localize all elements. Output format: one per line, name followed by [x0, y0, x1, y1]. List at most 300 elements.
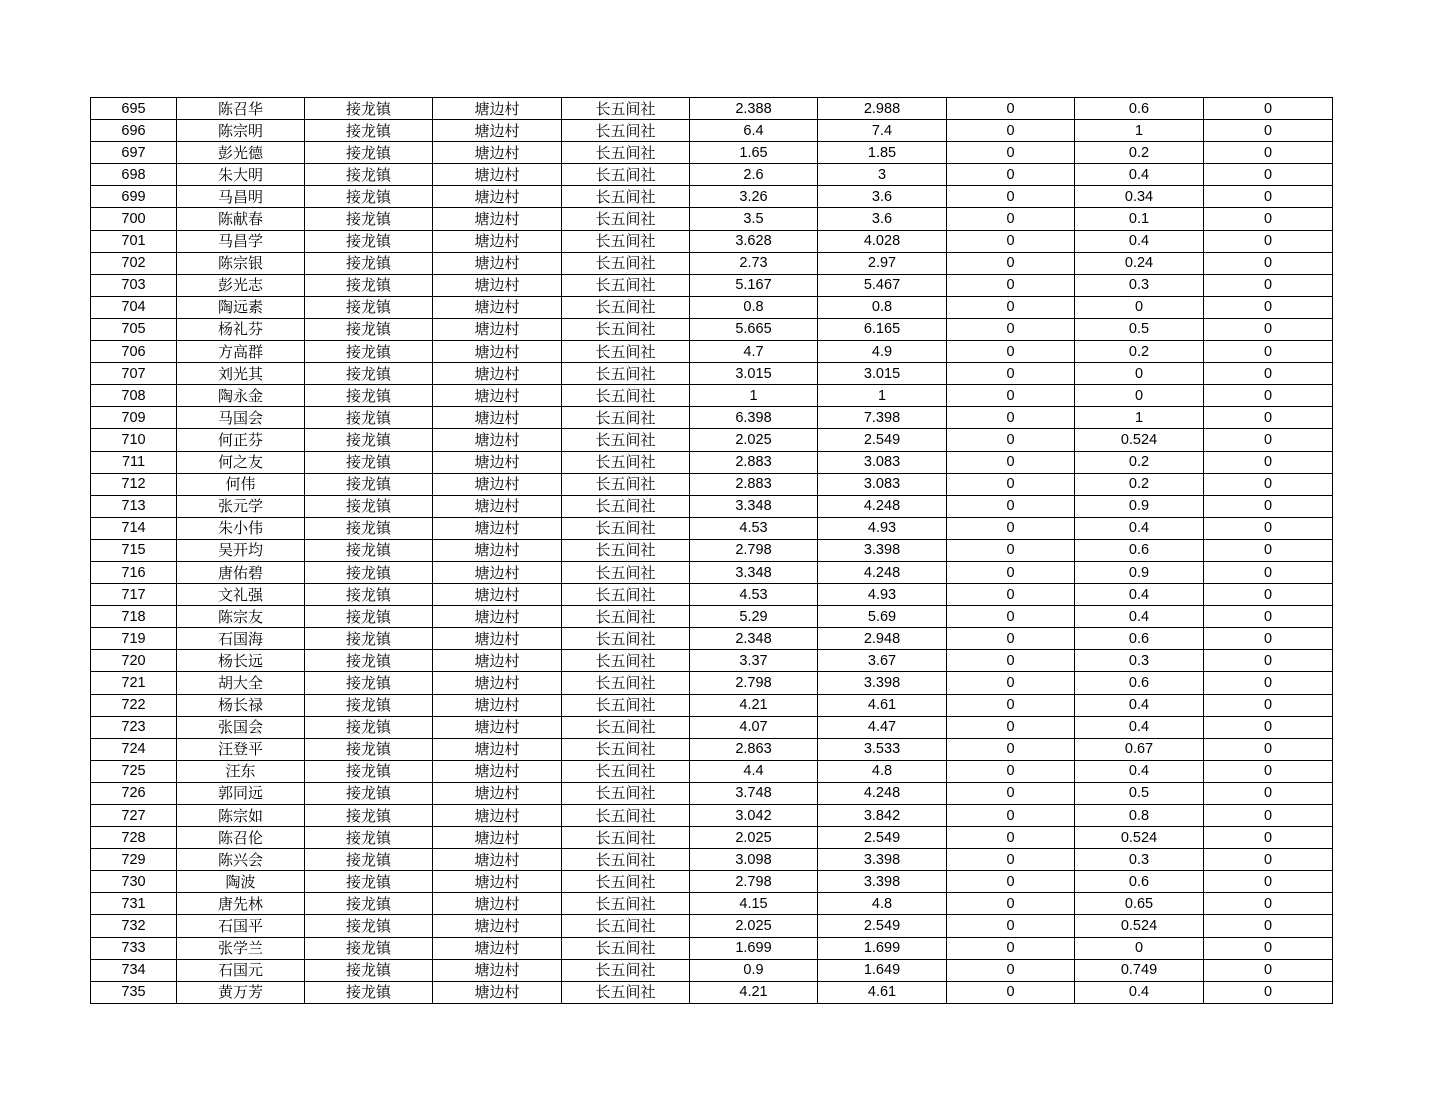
value-1-cell: 2.863 [690, 738, 818, 760]
value-2-cell: 4.248 [818, 782, 947, 804]
name-cell: 陈召伦 [177, 827, 305, 849]
table-row [91, 517, 1333, 539]
town-cell: 接龙镇 [305, 473, 433, 495]
value-1-cell: 0.8 [690, 296, 818, 318]
table-row [91, 385, 1333, 407]
name-cell: 马昌学 [177, 230, 305, 252]
row-number-cell: 714 [91, 517, 177, 539]
row-number-cell: 701 [91, 230, 177, 252]
value-1-cell: 2.025 [690, 429, 818, 451]
village-cell: 塘边村 [433, 142, 562, 164]
town-cell: 接龙镇 [305, 274, 433, 296]
value-1-cell: 2.73 [690, 252, 818, 274]
value-5-cell: 0 [1204, 407, 1333, 429]
value-5-cell: 0 [1204, 495, 1333, 517]
row-number-cell: 725 [91, 760, 177, 782]
group-cell: 长五间社 [562, 915, 690, 937]
town-cell: 接龙镇 [305, 385, 433, 407]
row-number-cell: 711 [91, 451, 177, 473]
value-5-cell: 0 [1204, 981, 1333, 1003]
town-cell: 接龙镇 [305, 561, 433, 583]
value-4-cell: 0.4 [1075, 606, 1204, 628]
group-cell: 长五间社 [562, 893, 690, 915]
group-cell: 长五间社 [562, 230, 690, 252]
value-3-cell: 0 [947, 716, 1075, 738]
village-cell: 塘边村 [433, 937, 562, 959]
group-cell: 长五间社 [562, 473, 690, 495]
value-3-cell: 0 [947, 252, 1075, 274]
table-row [91, 296, 1333, 318]
group-cell: 长五间社 [562, 871, 690, 893]
value-3-cell: 0 [947, 318, 1075, 340]
table-row [91, 407, 1333, 429]
group-cell: 长五间社 [562, 738, 690, 760]
group-cell: 长五间社 [562, 341, 690, 363]
value-3-cell: 0 [947, 230, 1075, 252]
value-1-cell: 1.699 [690, 937, 818, 959]
name-cell: 何之友 [177, 451, 305, 473]
group-cell: 长五间社 [562, 628, 690, 650]
name-cell: 陈宗明 [177, 120, 305, 142]
row-number-cell: 733 [91, 937, 177, 959]
value-1-cell: 3.37 [690, 650, 818, 672]
name-cell: 汪登平 [177, 738, 305, 760]
town-cell: 接龙镇 [305, 252, 433, 274]
town-cell: 接龙镇 [305, 341, 433, 363]
value-4-cell: 0.4 [1075, 760, 1204, 782]
row-number-cell: 699 [91, 186, 177, 208]
name-cell: 石国海 [177, 628, 305, 650]
village-cell: 塘边村 [433, 363, 562, 385]
table-row [91, 827, 1333, 849]
name-cell: 张学兰 [177, 937, 305, 959]
value-3-cell: 0 [947, 782, 1075, 804]
town-cell: 接龙镇 [305, 893, 433, 915]
value-4-cell: 0.2 [1075, 341, 1204, 363]
value-5-cell: 0 [1204, 738, 1333, 760]
value-2-cell: 3.398 [818, 849, 947, 871]
group-cell: 长五间社 [562, 716, 690, 738]
value-2-cell: 2.988 [818, 98, 947, 120]
village-cell: 塘边村 [433, 561, 562, 583]
value-3-cell: 0 [947, 451, 1075, 473]
value-3-cell: 0 [947, 738, 1075, 760]
value-3-cell: 0 [947, 584, 1075, 606]
value-4-cell: 0.5 [1075, 782, 1204, 804]
value-1-cell: 3.628 [690, 230, 818, 252]
value-4-cell: 0.2 [1075, 473, 1204, 495]
value-1-cell: 2.883 [690, 451, 818, 473]
value-1-cell: 5.29 [690, 606, 818, 628]
value-3-cell: 0 [947, 937, 1075, 959]
value-5-cell: 0 [1204, 363, 1333, 385]
value-2-cell: 3.083 [818, 451, 947, 473]
name-cell: 杨长远 [177, 650, 305, 672]
value-4-cell: 0.524 [1075, 429, 1204, 451]
row-number-cell: 723 [91, 716, 177, 738]
value-3-cell: 0 [947, 694, 1075, 716]
table-row [91, 606, 1333, 628]
town-cell: 接龙镇 [305, 208, 433, 230]
value-1-cell: 5.665 [690, 318, 818, 340]
value-1-cell: 2.6 [690, 164, 818, 186]
row-number-cell: 705 [91, 318, 177, 340]
value-2-cell: 4.9 [818, 341, 947, 363]
row-number-cell: 715 [91, 539, 177, 561]
row-number-cell: 703 [91, 274, 177, 296]
row-number-cell: 706 [91, 341, 177, 363]
name-cell: 石国平 [177, 915, 305, 937]
town-cell: 接龙镇 [305, 164, 433, 186]
value-2-cell: 3.015 [818, 363, 947, 385]
group-cell: 长五间社 [562, 407, 690, 429]
table-row [91, 473, 1333, 495]
value-5-cell: 0 [1204, 827, 1333, 849]
town-cell: 接龙镇 [305, 871, 433, 893]
town-cell: 接龙镇 [305, 230, 433, 252]
value-3-cell: 0 [947, 628, 1075, 650]
row-number-cell: 730 [91, 871, 177, 893]
village-cell: 塘边村 [433, 230, 562, 252]
value-3-cell: 0 [947, 208, 1075, 230]
row-number-cell: 728 [91, 827, 177, 849]
value-5-cell: 0 [1204, 672, 1333, 694]
value-1-cell: 2.798 [690, 672, 818, 694]
town-cell: 接龙镇 [305, 805, 433, 827]
name-cell: 彭光志 [177, 274, 305, 296]
table-row [91, 120, 1333, 142]
name-cell: 杨礼芬 [177, 318, 305, 340]
village-cell: 塘边村 [433, 186, 562, 208]
group-cell: 长五间社 [562, 363, 690, 385]
table-row [91, 142, 1333, 164]
name-cell: 黄万芳 [177, 981, 305, 1003]
value-1-cell: 3.098 [690, 849, 818, 871]
row-number-cell: 713 [91, 495, 177, 517]
value-4-cell: 0.749 [1075, 959, 1204, 981]
name-cell: 方高群 [177, 341, 305, 363]
value-1-cell: 0.9 [690, 959, 818, 981]
village-cell: 塘边村 [433, 981, 562, 1003]
town-cell: 接龙镇 [305, 495, 433, 517]
value-5-cell: 0 [1204, 959, 1333, 981]
value-4-cell: 0.2 [1075, 451, 1204, 473]
name-cell: 刘光其 [177, 363, 305, 385]
group-cell: 长五间社 [562, 120, 690, 142]
value-2-cell: 3.398 [818, 539, 947, 561]
name-cell: 陶永金 [177, 385, 305, 407]
table-row [91, 694, 1333, 716]
value-3-cell: 0 [947, 274, 1075, 296]
value-1-cell: 1.65 [690, 142, 818, 164]
value-2-cell: 2.97 [818, 252, 947, 274]
value-2-cell: 3.398 [818, 871, 947, 893]
village-cell: 塘边村 [433, 385, 562, 407]
row-number-cell: 718 [91, 606, 177, 628]
village-cell: 塘边村 [433, 606, 562, 628]
value-3-cell: 0 [947, 385, 1075, 407]
row-number-cell: 732 [91, 915, 177, 937]
value-5-cell: 0 [1204, 208, 1333, 230]
table-row [91, 208, 1333, 230]
table-row [91, 849, 1333, 871]
value-4-cell: 0 [1075, 296, 1204, 318]
group-cell: 长五间社 [562, 782, 690, 804]
value-3-cell: 0 [947, 517, 1075, 539]
value-2-cell: 4.93 [818, 584, 947, 606]
name-cell: 马国会 [177, 407, 305, 429]
table-row [91, 230, 1333, 252]
value-4-cell: 1 [1075, 407, 1204, 429]
value-4-cell: 0.3 [1075, 274, 1204, 296]
value-1-cell: 3.5 [690, 208, 818, 230]
town-cell: 接龙镇 [305, 827, 433, 849]
village-cell: 塘边村 [433, 451, 562, 473]
village-cell: 塘边村 [433, 429, 562, 451]
village-cell: 塘边村 [433, 650, 562, 672]
village-cell: 塘边村 [433, 782, 562, 804]
value-2-cell: 0.8 [818, 296, 947, 318]
group-cell: 长五间社 [562, 849, 690, 871]
value-2-cell: 7.398 [818, 407, 947, 429]
group-cell: 长五间社 [562, 561, 690, 583]
value-1-cell: 3.348 [690, 495, 818, 517]
row-number-cell: 729 [91, 849, 177, 871]
value-2-cell: 2.549 [818, 915, 947, 937]
table-row [91, 959, 1333, 981]
group-cell: 长五间社 [562, 495, 690, 517]
name-cell: 石国元 [177, 959, 305, 981]
value-4-cell: 0.6 [1075, 98, 1204, 120]
town-cell: 接龙镇 [305, 738, 433, 760]
group-cell: 长五间社 [562, 186, 690, 208]
value-3-cell: 0 [947, 981, 1075, 1003]
value-3-cell: 0 [947, 407, 1075, 429]
row-number-cell: 697 [91, 142, 177, 164]
group-cell: 长五间社 [562, 539, 690, 561]
value-5-cell: 0 [1204, 915, 1333, 937]
village-cell: 塘边村 [433, 694, 562, 716]
village-cell: 塘边村 [433, 959, 562, 981]
name-cell: 何伟 [177, 473, 305, 495]
village-cell: 塘边村 [433, 716, 562, 738]
value-3-cell: 0 [947, 98, 1075, 120]
value-5-cell: 0 [1204, 164, 1333, 186]
data-table [90, 97, 1333, 1004]
row-number-cell: 726 [91, 782, 177, 804]
table-row [91, 274, 1333, 296]
value-3-cell: 0 [947, 429, 1075, 451]
town-cell: 接龙镇 [305, 716, 433, 738]
row-number-cell: 698 [91, 164, 177, 186]
name-cell: 张元学 [177, 495, 305, 517]
name-cell: 胡大全 [177, 672, 305, 694]
row-number-cell: 702 [91, 252, 177, 274]
name-cell: 朱大明 [177, 164, 305, 186]
village-cell: 塘边村 [433, 473, 562, 495]
group-cell: 长五间社 [562, 429, 690, 451]
name-cell: 陈宗银 [177, 252, 305, 274]
value-5-cell: 0 [1204, 893, 1333, 915]
village-cell: 塘边村 [433, 915, 562, 937]
value-2-cell: 4.8 [818, 893, 947, 915]
value-1-cell: 5.167 [690, 274, 818, 296]
row-number-cell: 731 [91, 893, 177, 915]
town-cell: 接龙镇 [305, 120, 433, 142]
value-4-cell: 0.4 [1075, 517, 1204, 539]
town-cell: 接龙镇 [305, 584, 433, 606]
value-2-cell: 2.948 [818, 628, 947, 650]
value-2-cell: 1.699 [818, 937, 947, 959]
table-row [91, 451, 1333, 473]
group-cell: 长五间社 [562, 937, 690, 959]
row-number-cell: 704 [91, 296, 177, 318]
value-4-cell: 0.3 [1075, 849, 1204, 871]
value-2-cell: 3.083 [818, 473, 947, 495]
value-3-cell: 0 [947, 341, 1075, 363]
row-number-cell: 710 [91, 429, 177, 451]
value-3-cell: 0 [947, 539, 1075, 561]
group-cell: 长五间社 [562, 805, 690, 827]
town-cell: 接龙镇 [305, 782, 433, 804]
name-cell: 陈召华 [177, 98, 305, 120]
value-5-cell: 0 [1204, 429, 1333, 451]
value-4-cell: 0.9 [1075, 561, 1204, 583]
row-number-cell: 709 [91, 407, 177, 429]
value-2-cell: 3.398 [818, 672, 947, 694]
value-3-cell: 0 [947, 473, 1075, 495]
group-cell: 长五间社 [562, 318, 690, 340]
town-cell: 接龙镇 [305, 937, 433, 959]
village-cell: 塘边村 [433, 849, 562, 871]
value-2-cell: 3.842 [818, 805, 947, 827]
value-3-cell: 0 [947, 142, 1075, 164]
row-number-cell: 700 [91, 208, 177, 230]
value-3-cell: 0 [947, 915, 1075, 937]
town-cell: 接龙镇 [305, 539, 433, 561]
value-4-cell: 0.6 [1075, 628, 1204, 650]
name-cell: 彭光德 [177, 142, 305, 164]
value-5-cell: 0 [1204, 539, 1333, 561]
table-row [91, 164, 1333, 186]
table-row [91, 782, 1333, 804]
value-5-cell: 0 [1204, 120, 1333, 142]
value-5-cell: 0 [1204, 584, 1333, 606]
value-2-cell: 2.549 [818, 827, 947, 849]
value-5-cell: 0 [1204, 650, 1333, 672]
value-1-cell: 4.15 [690, 893, 818, 915]
value-4-cell: 0.524 [1075, 915, 1204, 937]
town-cell: 接龙镇 [305, 694, 433, 716]
value-1-cell: 2.798 [690, 539, 818, 561]
value-4-cell: 1 [1075, 120, 1204, 142]
value-2-cell: 7.4 [818, 120, 947, 142]
value-4-cell: 0.34 [1075, 186, 1204, 208]
value-5-cell: 0 [1204, 385, 1333, 407]
table-row [91, 252, 1333, 274]
value-3-cell: 0 [947, 186, 1075, 208]
value-2-cell: 4.61 [818, 694, 947, 716]
value-3-cell: 0 [947, 495, 1075, 517]
name-cell: 文礼强 [177, 584, 305, 606]
village-cell: 塘边村 [433, 495, 562, 517]
value-5-cell: 0 [1204, 274, 1333, 296]
town-cell: 接龙镇 [305, 296, 433, 318]
name-cell: 郭同远 [177, 782, 305, 804]
group-cell: 长五间社 [562, 760, 690, 782]
value-5-cell: 0 [1204, 805, 1333, 827]
table-body [91, 98, 1333, 1004]
town-cell: 接龙镇 [305, 142, 433, 164]
group-cell: 长五间社 [562, 584, 690, 606]
value-3-cell: 0 [947, 120, 1075, 142]
value-5-cell: 0 [1204, 561, 1333, 583]
value-1-cell: 4.53 [690, 517, 818, 539]
value-1-cell: 4.21 [690, 981, 818, 1003]
row-number-cell: 724 [91, 738, 177, 760]
table-row [91, 871, 1333, 893]
row-number-cell: 708 [91, 385, 177, 407]
value-4-cell: 0.6 [1075, 539, 1204, 561]
name-cell: 陶波 [177, 871, 305, 893]
value-1-cell: 2.798 [690, 871, 818, 893]
value-5-cell: 0 [1204, 473, 1333, 495]
value-4-cell: 0.6 [1075, 871, 1204, 893]
town-cell: 接龙镇 [305, 318, 433, 340]
name-cell: 陈兴会 [177, 849, 305, 871]
value-3-cell: 0 [947, 296, 1075, 318]
name-cell: 唐佑碧 [177, 561, 305, 583]
table-row [91, 561, 1333, 583]
value-2-cell: 4.248 [818, 495, 947, 517]
town-cell: 接龙镇 [305, 849, 433, 871]
value-4-cell: 0.4 [1075, 716, 1204, 738]
value-2-cell: 1.649 [818, 959, 947, 981]
value-5-cell: 0 [1204, 517, 1333, 539]
value-2-cell: 3.6 [818, 208, 947, 230]
group-cell: 长五间社 [562, 142, 690, 164]
value-1-cell: 4.21 [690, 694, 818, 716]
town-cell: 接龙镇 [305, 407, 433, 429]
value-1-cell: 4.7 [690, 341, 818, 363]
value-3-cell: 0 [947, 805, 1075, 827]
value-5-cell: 0 [1204, 937, 1333, 959]
town-cell: 接龙镇 [305, 650, 433, 672]
table-row [91, 893, 1333, 915]
value-3-cell: 0 [947, 871, 1075, 893]
value-2-cell: 4.93 [818, 517, 947, 539]
name-cell: 吴开均 [177, 539, 305, 561]
value-2-cell: 3.6 [818, 186, 947, 208]
group-cell: 长五间社 [562, 208, 690, 230]
town-cell: 接龙镇 [305, 363, 433, 385]
village-cell: 塘边村 [433, 760, 562, 782]
value-3-cell: 0 [947, 672, 1075, 694]
group-cell: 长五间社 [562, 252, 690, 274]
value-2-cell: 3.533 [818, 738, 947, 760]
value-5-cell: 0 [1204, 782, 1333, 804]
town-cell: 接龙镇 [305, 517, 433, 539]
town-cell: 接龙镇 [305, 981, 433, 1003]
value-2-cell: 4.61 [818, 981, 947, 1003]
value-2-cell: 4.8 [818, 760, 947, 782]
village-cell: 塘边村 [433, 296, 562, 318]
town-cell: 接龙镇 [305, 959, 433, 981]
value-4-cell: 0.67 [1075, 738, 1204, 760]
group-cell: 长五间社 [562, 827, 690, 849]
value-1-cell: 2.025 [690, 827, 818, 849]
row-number-cell: 721 [91, 672, 177, 694]
